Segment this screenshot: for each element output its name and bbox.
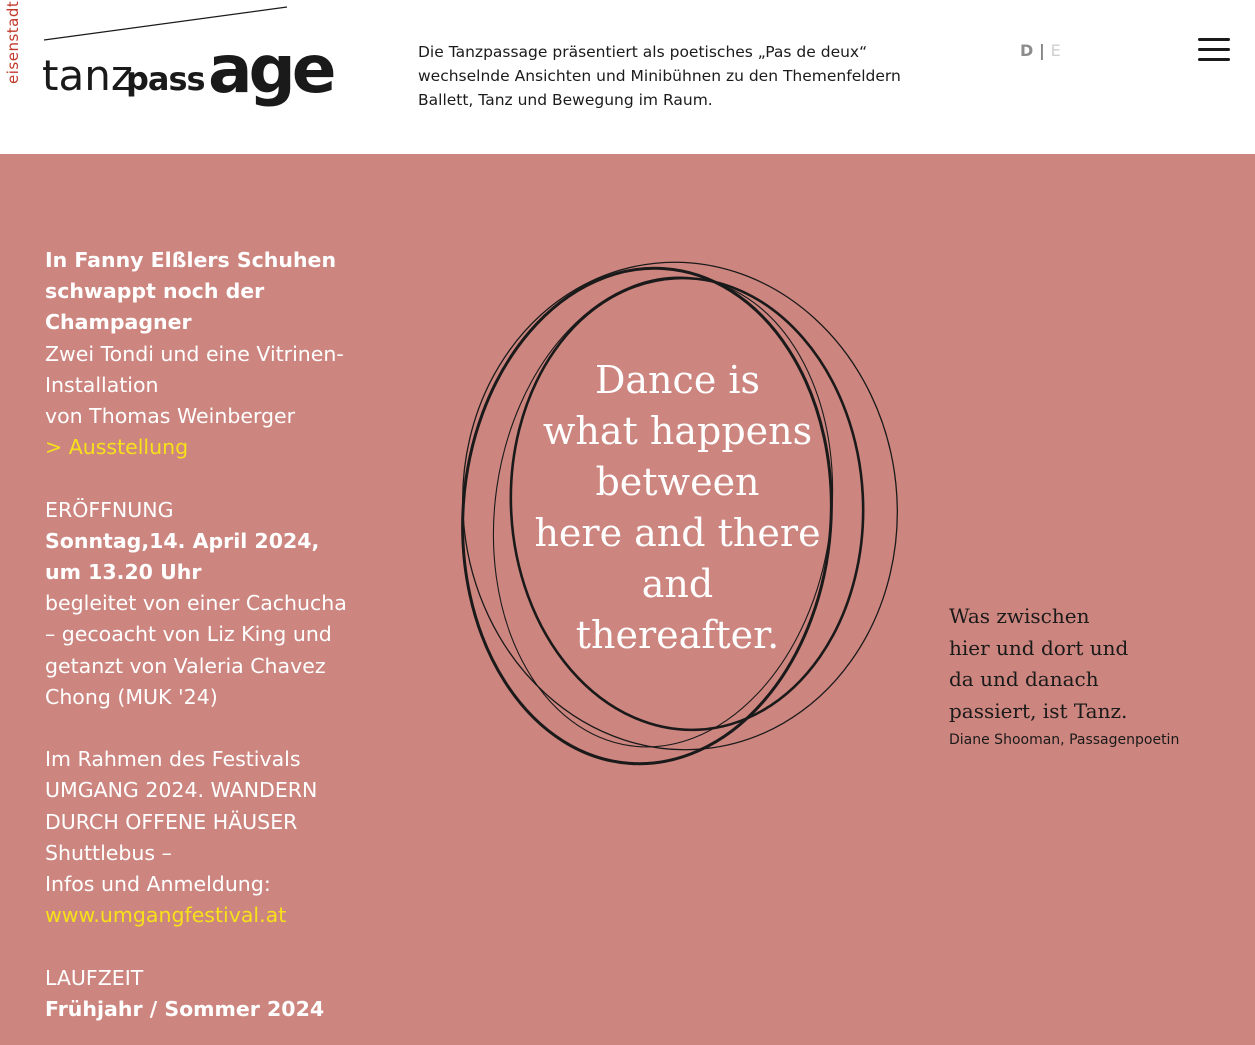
spacer <box>45 463 345 494</box>
translation-line: da und danach <box>949 667 1099 691</box>
runtime-label: LAUFZEIT <box>45 965 144 990</box>
tagline-line: Ballett, Tanz und Bewegung im Raum. <box>418 91 713 109</box>
site-logo[interactable] <box>0 0 333 150</box>
event-title-line: In Fanny Elßlers Schuhen <box>45 248 337 272</box>
dance-quote <box>520 355 835 661</box>
quote-line: what happens <box>542 409 813 453</box>
event-info <box>45 245 345 1025</box>
logo-text-pass: pass <box>126 60 205 98</box>
festival-line: Im Rahmen des Festivals <box>45 747 301 772</box>
event-title-line: Champagner <box>45 310 192 335</box>
translation-line: Was zwischen <box>949 604 1090 628</box>
festival-line: Shuttlebus – <box>45 840 172 865</box>
logo-graphic <box>0 0 333 150</box>
menu-bar <box>1198 48 1230 51</box>
logo-text-tanz: tanz <box>42 51 133 100</box>
event-subtitle-line: Zwei Tondi und eine Vitrinen- <box>45 341 344 366</box>
opening-date-line: Sonntag,14. April 2024, <box>45 528 320 553</box>
tagline-line: wechselnde Ansichten und Minibühnen zu den Themenfeldern <box>418 67 901 85</box>
quote-line: Dance is <box>594 358 761 402</box>
exhibition-link[interactable]: > Ausstellung <box>45 435 189 460</box>
opening-detail-line: getanzt von Valeria Chavez <box>45 653 326 678</box>
spacer <box>45 713 345 744</box>
opening-detail-line: – gecoacht von Liz King und <box>45 622 332 647</box>
menu-bar <box>1198 38 1230 41</box>
opening-detail-line: Chong (MUK '24) <box>45 684 218 709</box>
main-content <box>0 154 1255 1045</box>
logo-city-label: eisenstadt <box>4 0 22 84</box>
opening-detail-line: begleitet von einer Cachucha <box>45 591 347 616</box>
lang-en-link[interactable]: E <box>1050 41 1061 60</box>
site-header <box>0 0 1255 154</box>
event-subtitle-line: von Thomas Weinberger <box>45 404 296 429</box>
quote-author: Diane Shooman, Passagenpoetin <box>949 732 1180 748</box>
quote-line: and <box>641 562 714 606</box>
runtime-value: Frühjahr / Sommer 2024 <box>45 996 325 1021</box>
spacer <box>45 931 345 962</box>
opening-label: ERÖFFNUNG <box>45 497 174 522</box>
hamburger-icon[interactable] <box>1198 38 1230 62</box>
tagline-line: Die Tanzpassage präsentiert als poetisches „Pas de deux“ <box>418 43 868 61</box>
quote-line: here and there <box>534 511 821 555</box>
quote-translation <box>949 601 1239 727</box>
translation-line: passiert, ist Tanz. <box>949 698 1128 723</box>
festival-link[interactable]: www.umgangfestival.at <box>45 903 287 928</box>
site-tagline <box>418 40 918 112</box>
lang-de-link[interactable]: D <box>1020 41 1034 60</box>
festival-line: DURCH OFFENE HÄUSER <box>45 809 298 834</box>
event-title-line: schwappt noch der <box>45 279 265 304</box>
quote-line: thereafter. <box>575 613 780 657</box>
logo-text-age: age <box>208 31 333 108</box>
festival-line: UMGANG 2024. WANDERN <box>45 778 318 803</box>
lang-separator: | <box>1039 41 1045 60</box>
quote-line: between <box>595 460 760 504</box>
menu-bar <box>1198 58 1230 61</box>
opening-date-line: um 13.20 Uhr <box>45 560 202 585</box>
event-subtitle-line: Installation <box>45 372 159 397</box>
language-switcher <box>1020 41 1061 60</box>
translation-line: hier und dort und <box>949 635 1129 660</box>
festival-line: Infos und Anmeldung: <box>45 872 271 897</box>
